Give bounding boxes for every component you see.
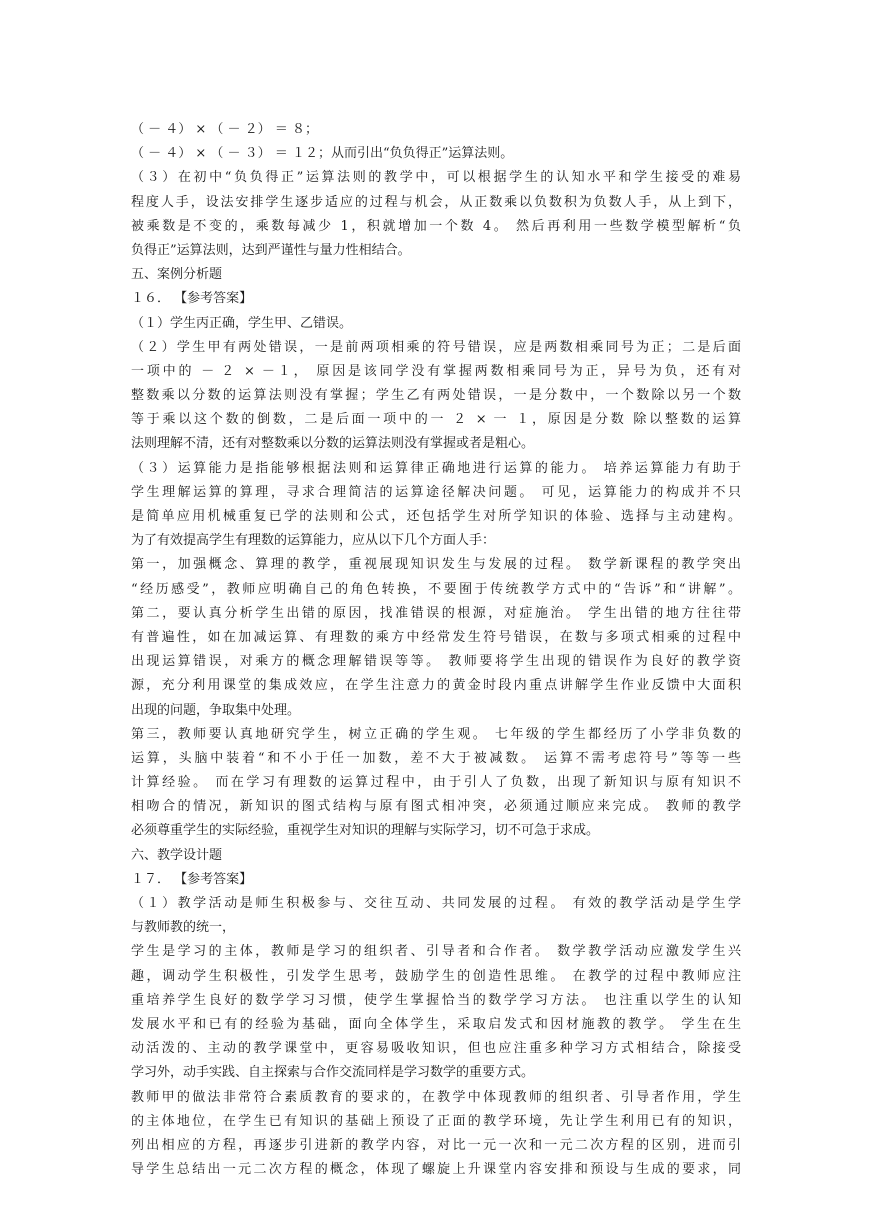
text-line: 学生是学习的主体，教师是学习的组织者、引导者和合作者。 数学教学活动应激发学生兴 [131,944,741,960]
text-line: 一项中的 － ２ × －１， 原因是该同学没有掌握两数相乘同号为正，异号为负，还有对 [131,363,741,379]
text-line: 导学生总结出一元二次方程的概念，体现了螺旋上升课堂内容安排和预设与生成的要求，同 [131,1162,741,1178]
text-line: 第一，加强概念、算理的教学，重视展现知识发生与发展的过程。 数学新课程的教学突出 [131,557,741,573]
text-line: （２）学生甲有两处错误，一是前两项相乘的符号错误，应是两数相乘同号为正；二是后面 [131,339,741,355]
text-line: 源，充分利用课堂的集成效应，在学生注意力的黄金时段内重点讲解学生作业反馈中大面积 [131,678,741,694]
text-line: 整数乘以分数的运算法则没有掌握；学生乙有两处错误，一是分数中，一个数除以另一个数 [131,388,741,404]
text-line: （１）教学活动是师生积极参与、交往互动、共同发展的过程。 有效的教学活动是学生学 [131,896,741,911]
text-line: 被乘数是不变的，乘数每减少 1，积就增加一个数 4。 然后再利用一些数学模型解析“负 [131,218,741,234]
text-line: （ － ４） × （ － ２） ＝ ８； [131,122,318,137]
text-line: 为了有效提高学生有理数的运算能力，应从以下几个方面人手： [131,533,496,549]
text-line: （１）学生丙正确，学生甲、乙错误。 [131,315,353,331]
text-line: 有普遍性，如在加减运算、有理数的乘方中经常发生符号错误，在数与多项式相乘的过程中 [131,629,741,645]
text-line: （３）在初中“负负得正”运算法则的教学中，可以根据学生的认知水平和学生接受的难易 [131,170,741,186]
text-line: 教师甲的做法非常符合素质教育的要求的，在教学中体现教师的组织者、引导者作用，学生 [131,1089,741,1105]
text-line: 第三，教师要认真地研究学生，树立正确的学生观。 七年级的学生都经历了小学非负数的 [131,726,741,742]
text-line: 负得正”运算法则，达到严谨性与量力性相结合。 [131,242,411,258]
text-line: 是简单应用机械重复已学的法则和公式，还包括学生对所学知识的体验、选择与主动建构。 [131,509,741,524]
text-line: １６． 【参考答案】 [131,291,253,307]
text-line: 计算经验。 而在学习有理数的运算过程中，由于引人了负数，出现了新知识与原有知识不 [131,775,741,791]
text-line: 法则理解不清，还有对整数乘以分数的运算法则没有掌握或者是粗心。 [131,436,535,452]
text-line: 重培养学生良好的数学学习习惯，使学生掌握恰当的数学学习方法。 也注重以学生的认知 [131,992,741,1008]
text-line: （ － ４） × （ － ３） ＝ １２；从而引出“负负得正”运算法则。 [131,146,514,162]
text-line: （３）运算能力是指能够根据法则和运算律正确地进行运算的能力。 培养运算能力有助于 [131,460,741,476]
text-line: 动活泼的、主动的教学课堂中，更容易吸收知识，但也应注重多种学习方式相结合，除接受 [131,1041,741,1057]
text-line: １７． 【参考答案】 [131,871,253,887]
text-line: 学生理解运算的算理，寻求合理简洁的运算途径解决问题。 可见，运算能力的构成并不只 [131,484,741,500]
text-line: “经历感受”，教师应明确自己的角色转换，不要囿于传统教学方式中的“告诉”和“讲解”。 [131,581,741,597]
text-line: 等于乘以这个数的倒数，二是后面一项中的一 ２ × 一 １，原因是分数 除以整数的运算 [131,412,741,428]
text-line: 学习外，动手实践、自主探索与合作交流同样是学习数学的重要方式。 [131,1065,535,1081]
text-line: 发展水平和已有的经验为基础，面向全体学生，采取启发式和因材施教的教学。 学生在生 [131,1016,741,1032]
text-line: 五、案例分析题 [131,267,223,283]
text-line: 六、教学设计题 [131,847,223,863]
document-page [131,118,741,1182]
text-line: 相吻合的情况，新知识的图式结构与原有图式相冲突，必须通过顺应来完成。 教师的教学 [131,799,741,815]
text-line: 程度人手，设法安排学生逐步适应的过程与机会，从正数乘以负数积为负数人手，从上到下， [131,194,741,210]
text-line: 列出相应的方程，再逐步引进新的教学内容，对比一元一次和一元二次方程的区别，进而引 [131,1137,741,1153]
text-line: 趣，调动学生积极性，引发学生思考，鼓励学生的创造性思维。 在教学的过程中教师应注 [131,968,741,984]
text-line: 出现的问题，争取集中处理。 [131,702,301,718]
text-line: 运算，头脑中装着“和不小于任一加数，差不大于被减数。 运算不需考虑符号”等等一些 [131,750,741,766]
text-line: 第二，要认真分析学生出错的原因，找准错误的根源，对症施治。 学生出错的地方往往带 [131,605,741,621]
text-line: 必须尊重学生的实际经验，重视学生对知识的理解与实际学习，切不可急于求成。 [131,823,600,839]
text-line: 出现运算错误，对乘方的概念理解错误等等。 教师要将学生出现的错误作为良好的教学资 [131,654,741,670]
text-line: 的主体地位，在学生已有知识的基础上预设了正面的教学环境，先让学生利用已有的知识， [131,1113,741,1129]
text-line: 与教师教的统一， [131,920,236,936]
